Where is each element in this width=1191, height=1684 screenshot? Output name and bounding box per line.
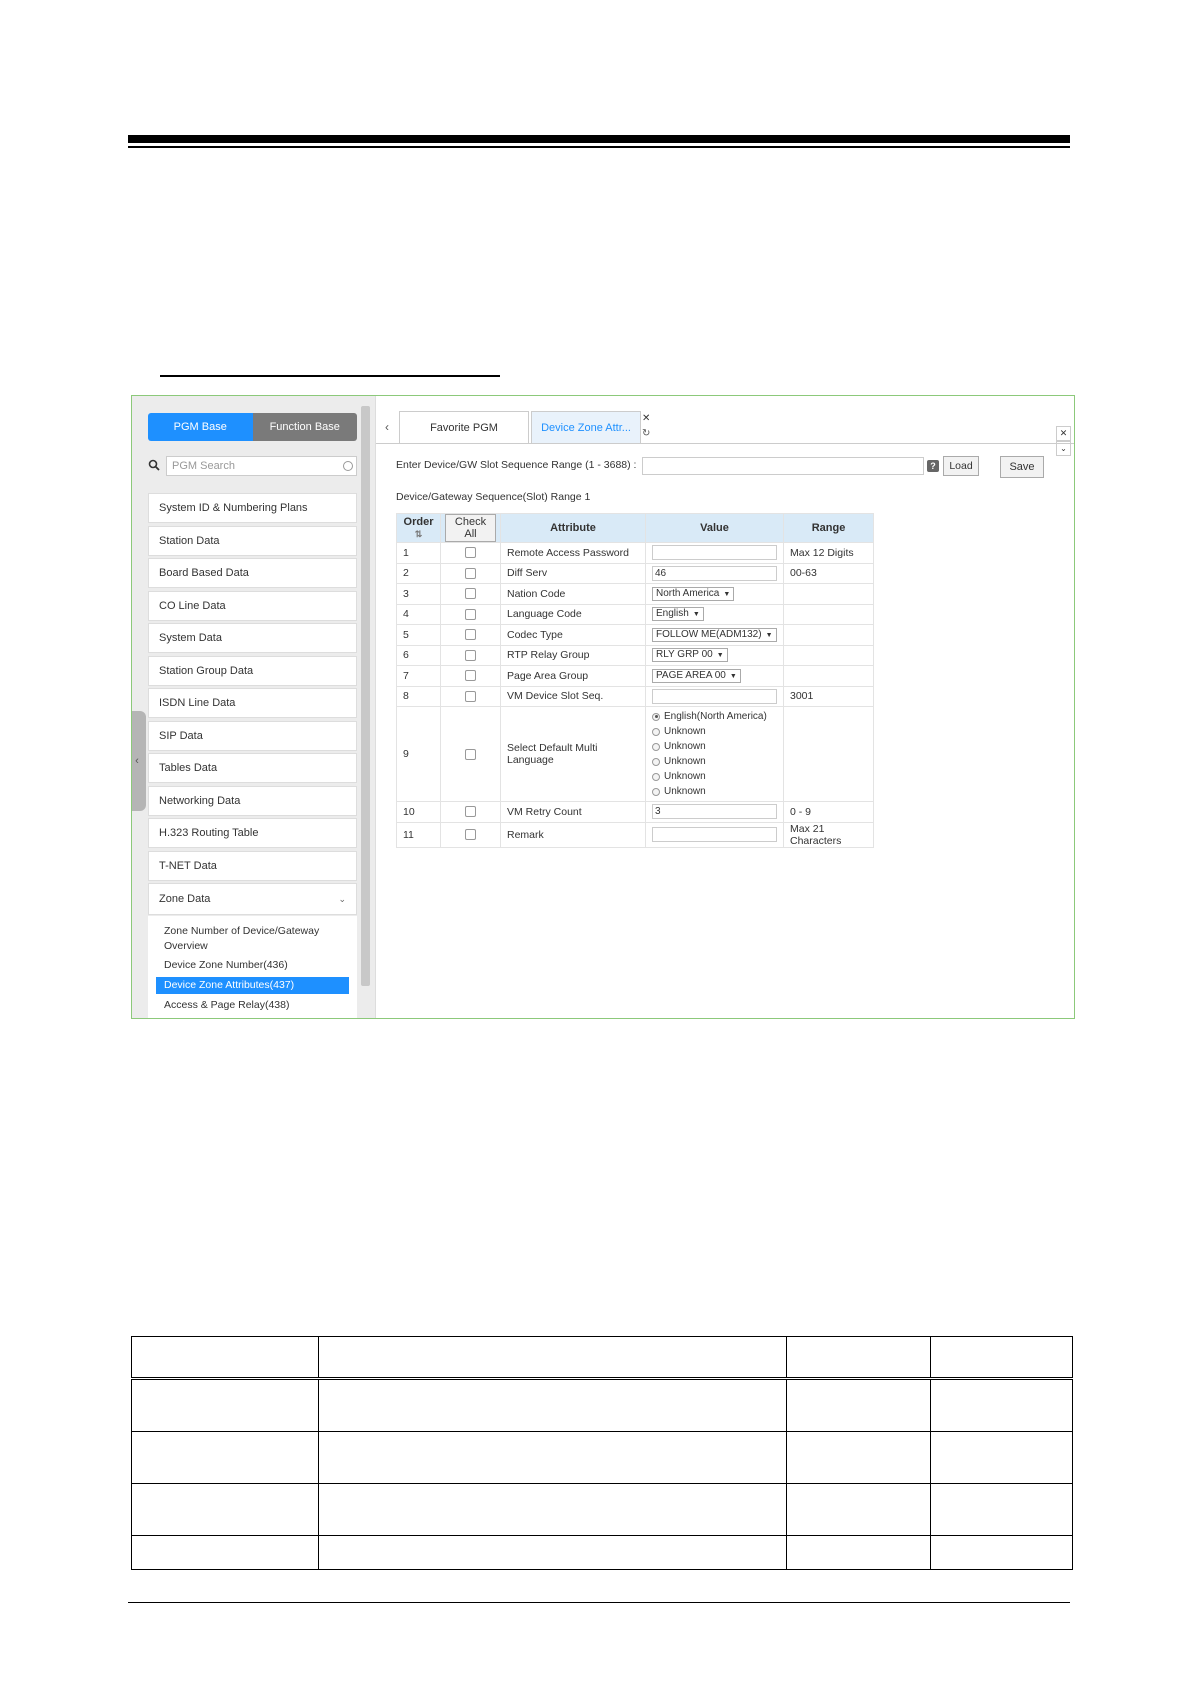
menu-item-label: ISDN Line Data <box>159 697 236 709</box>
radio-icon[interactable] <box>652 743 660 751</box>
dropdown-arrow-icon: ▼ <box>729 672 737 680</box>
radio-icon[interactable] <box>652 788 660 796</box>
submenu-item-access-page-relay[interactable]: Access & Page Relay(438) <box>164 998 290 1011</box>
radio-icon[interactable] <box>652 758 660 766</box>
range-cell <box>784 666 874 687</box>
function-base-tab[interactable]: Function Base <box>253 413 358 441</box>
select-value: English <box>656 608 689 620</box>
menu-item-h323-routing-table[interactable] <box>148 818 357 848</box>
load-button[interactable]: Load <box>943 456 979 476</box>
doc-cell <box>931 1337 1073 1379</box>
search-clear-icon[interactable] <box>343 461 353 471</box>
submenu-item-device-zone-number[interactable]: Device Zone Number(436) <box>164 958 288 971</box>
check-all-header <box>441 514 501 543</box>
search-icon <box>148 459 160 471</box>
range-cell <box>784 645 874 666</box>
submenu-label-line1: Zone Number of Device/Gateway <box>164 924 320 937</box>
menu-item-label: System ID & Numbering Plans <box>159 502 308 514</box>
row-check-cell <box>441 584 501 605</box>
sequence-range-label: Device/Gateway Sequence(Slot) Range 1 <box>396 491 591 503</box>
menu-item-label: Station Data <box>159 534 220 547</box>
row-check-cell <box>441 645 501 666</box>
menu-item-label: SIP Data <box>159 729 203 742</box>
left-panel <box>132 396 375 1018</box>
row-check-cell <box>441 802 501 823</box>
attribute-table <box>396 513 874 848</box>
value-input[interactable] <box>652 827 777 842</box>
section-title-underline <box>160 375 500 377</box>
row-check-cell <box>441 822 501 847</box>
attribute-cell: Remark <box>501 822 646 847</box>
pgm-menu <box>148 493 357 1019</box>
radio-option[interactable] <box>652 769 777 784</box>
doc-cell <box>132 1337 319 1379</box>
order-cell: 3 <box>397 584 441 605</box>
range-cell <box>784 584 874 605</box>
doc-cell <box>319 1379 787 1432</box>
order-cell: 6 <box>397 645 441 666</box>
menu-item-label: Board Based Data <box>159 567 249 579</box>
pgm-base-tab[interactable]: PGM Base <box>148 413 253 441</box>
pgm-search-input[interactable]: PGM Search <box>166 456 357 476</box>
radio-icon[interactable] <box>652 728 660 736</box>
table-row <box>397 543 874 564</box>
menu-item-label: System Data <box>159 632 222 644</box>
doc-cell <box>319 1484 787 1536</box>
attribute-cell: Page Area Group <box>501 666 646 687</box>
attribute-cell: Nation Code <box>501 584 646 605</box>
order-header-label: Order <box>403 516 434 528</box>
attribute-cell: Select Default Multi Language <box>501 707 646 802</box>
dropdown-arrow-icon: ▼ <box>765 631 773 639</box>
menu-item-co-line-data[interactable] <box>148 591 357 621</box>
menu-item-sip-data[interactable] <box>148 721 357 751</box>
menu-item-system-data[interactable] <box>148 623 357 653</box>
doc-cell <box>931 1379 1073 1432</box>
radio-label: Unknown <box>664 771 706 782</box>
menu-item-board-based-data[interactable] <box>148 558 357 588</box>
rtp-relay-group-select[interactable] <box>652 648 728 662</box>
range-cell: Max 12 Digits <box>784 543 874 564</box>
doc-table-row <box>132 1536 1073 1570</box>
menu-item-system-id[interactable] <box>148 493 357 523</box>
order-cell: 8 <box>397 686 441 707</box>
doc-cell <box>787 1379 931 1432</box>
menu-item-label: Networking Data <box>159 794 241 807</box>
value-cell <box>646 543 784 564</box>
table-row <box>397 822 874 847</box>
doc-cell <box>787 1484 931 1536</box>
menu-item-zone-data[interactable] <box>148 883 357 915</box>
row-check-cell <box>441 563 501 584</box>
order-cell: 9 <box>397 707 441 802</box>
value-header: Value <box>646 514 784 543</box>
row-check-cell <box>441 707 501 802</box>
range-cell <box>784 707 874 802</box>
select-value: RLY GRP 00 <box>656 649 713 661</box>
header-rule-thick <box>128 135 1070 143</box>
attribute-cell: Diff Serv <box>501 563 646 584</box>
dropdown-arrow-icon: ▼ <box>723 590 731 598</box>
value-input[interactable] <box>652 545 777 560</box>
radio-option[interactable] <box>652 754 777 769</box>
row-check-cell <box>441 686 501 707</box>
table-row <box>397 584 874 605</box>
menu-item-label: CO Line Data <box>159 599 226 612</box>
footer-rule <box>128 1602 1070 1603</box>
row-checkbox[interactable] <box>465 670 476 681</box>
radio-label: Unknown <box>664 741 706 752</box>
attribute-cell: Language Code <box>501 604 646 625</box>
doc-cell <box>132 1379 319 1432</box>
attribute-cell: VM Device Slot Seq. <box>501 686 646 707</box>
doc-cell <box>787 1432 931 1484</box>
help-icon[interactable]: ? <box>927 460 939 472</box>
range-label: Enter Device/GW Slot Sequence Range (1 - 3688) : <box>396 459 637 471</box>
value-cell <box>646 822 784 847</box>
value-cell <box>646 645 784 666</box>
doc-cell <box>787 1337 931 1379</box>
doc-table-row <box>132 1484 1073 1536</box>
attribute-header: Attribute <box>501 514 646 543</box>
value-cell <box>646 604 784 625</box>
row-check-cell <box>441 666 501 687</box>
radio-label: Unknown <box>664 726 706 737</box>
menu-item-station-data[interactable] <box>148 526 357 556</box>
screenshot-frame <box>131 395 1075 1019</box>
value-cell <box>646 625 784 646</box>
document-table <box>131 1336 1073 1570</box>
tab-bar <box>376 411 1074 453</box>
doc-cell <box>319 1432 787 1484</box>
select-value: FOLLOW ME(ADM132) <box>656 628 762 640</box>
value-cell <box>646 666 784 687</box>
dropdown-arrow-icon: ▼ <box>692 611 700 619</box>
attribute-cell: VM Retry Count <box>501 802 646 823</box>
submenu-item-device-zone-attributes[interactable]: Device Zone Attributes(437) <box>156 977 349 994</box>
tab-device-zone-attributes[interactable]: Device Zone Attr... <box>531 411 641 443</box>
menu-item-isdn-line-data[interactable] <box>148 688 357 718</box>
close-icon[interactable]: ✕ <box>1056 426 1071 441</box>
row-checkbox[interactable] <box>465 629 476 640</box>
save-button[interactable]: Save <box>1000 456 1044 478</box>
doc-cell <box>132 1432 319 1484</box>
menu-item-label: Station Group Data <box>159 664 254 677</box>
chevron-down-icon: ⌄ <box>338 893 346 904</box>
table-row <box>397 625 874 646</box>
radio-option[interactable] <box>652 784 777 799</box>
order-cell: 4 <box>397 604 441 625</box>
menu-item-tables-data[interactable] <box>148 753 357 783</box>
range-cell <box>784 625 874 646</box>
right-panel <box>375 396 1074 1018</box>
codec-type-select[interactable] <box>652 628 777 642</box>
table-row <box>397 707 874 802</box>
multi-language-radio-group <box>652 707 777 801</box>
range-cell <box>784 604 874 625</box>
chevron-down-icon[interactable]: ⌄ <box>1056 441 1071 456</box>
table-header-row <box>397 514 874 543</box>
refresh-icon[interactable]: ↻ <box>642 428 651 439</box>
check-all-button[interactable]: Check All <box>445 514 496 542</box>
dropdown-arrow-icon: ▼ <box>716 652 724 660</box>
order-cell: 11 <box>397 822 441 847</box>
radio-option[interactable] <box>652 709 777 724</box>
range-cell: 00-63 <box>784 563 874 584</box>
language-code-select[interactable] <box>652 607 704 621</box>
table-row <box>397 645 874 666</box>
order-header[interactable] <box>397 514 441 543</box>
nation-code-select[interactable] <box>652 587 734 601</box>
row-check-cell <box>441 625 501 646</box>
sort-icon[interactable]: ⇅ <box>414 529 423 539</box>
range-cell: 3001 <box>784 686 874 707</box>
doc-cell <box>931 1484 1073 1536</box>
range-cell: Max 21 Characters <box>784 822 874 847</box>
panel-collapse-handle[interactable] <box>131 711 146 811</box>
select-value: North America <box>656 587 720 599</box>
radio-label: Unknown <box>664 756 706 767</box>
pgm-tab-switch <box>148 413 357 441</box>
attribute-cell: Remote Access Password <box>501 543 646 564</box>
pgm-search-row <box>148 456 357 478</box>
doc-cell <box>319 1536 787 1570</box>
menu-item-label: T-NET Data <box>159 859 217 872</box>
table-row <box>397 563 874 584</box>
row-checkbox[interactable] <box>465 547 476 558</box>
close-icon[interactable]: ✕ <box>642 413 651 424</box>
radio-selected-icon[interactable] <box>652 713 660 721</box>
doc-cell <box>132 1536 319 1570</box>
table-row <box>397 686 874 707</box>
order-cell: 5 <box>397 625 441 646</box>
header-rule-thin <box>128 146 1070 148</box>
doc-table-header-row <box>132 1337 1073 1379</box>
submenu-label-line2: Overview <box>164 939 208 952</box>
doc-table-row <box>132 1432 1073 1484</box>
slot-range-input[interactable] <box>642 457 924 475</box>
radio-label: English(North America) <box>664 711 767 722</box>
order-cell: 10 <box>397 802 441 823</box>
select-value: PAGE AREA 00 <box>656 669 726 681</box>
value-cell <box>646 584 784 605</box>
row-checkbox[interactable] <box>465 691 476 702</box>
row-checkbox[interactable] <box>465 588 476 599</box>
row-checkbox[interactable] <box>465 650 476 661</box>
value-cell <box>646 563 784 584</box>
row-check-cell <box>441 604 501 625</box>
radio-option[interactable] <box>652 724 777 739</box>
value-cell <box>646 707 784 802</box>
zone-data-submenu <box>148 916 357 1019</box>
table-row <box>397 604 874 625</box>
menu-item-networking-data[interactable] <box>148 786 357 816</box>
value-input[interactable]: 3 <box>652 804 777 819</box>
value-cell <box>646 686 784 707</box>
value-input[interactable] <box>652 689 777 704</box>
row-checkbox[interactable] <box>465 609 476 620</box>
doc-cell <box>787 1536 931 1570</box>
order-cell: 1 <box>397 543 441 564</box>
radio-icon[interactable] <box>652 773 660 781</box>
range-header: Range <box>784 514 874 543</box>
menu-item-label: H.323 Routing Table <box>159 827 259 839</box>
page-area-group-select[interactable] <box>652 669 741 683</box>
chevron-left-icon: ‹ <box>135 755 139 767</box>
doc-table-row <box>132 1379 1073 1432</box>
table-row <box>397 802 874 823</box>
doc-cell <box>931 1536 1073 1570</box>
radio-label: Unknown <box>664 786 706 797</box>
row-checkbox[interactable] <box>465 568 476 579</box>
attribute-cell: Codec Type <box>501 625 646 646</box>
menu-item-tnet-data[interactable] <box>148 851 357 881</box>
attribute-cell: RTP Relay Group <box>501 645 646 666</box>
row-checkbox[interactable] <box>465 806 476 817</box>
doc-cell <box>319 1337 787 1379</box>
order-cell: 2 <box>397 563 441 584</box>
value-cell <box>646 802 784 823</box>
radio-option[interactable] <box>652 739 777 754</box>
row-checkbox[interactable] <box>465 829 476 840</box>
row-check-cell <box>441 543 501 564</box>
doc-cell <box>931 1432 1073 1484</box>
chevron-left-icon[interactable]: ‹ <box>385 420 389 434</box>
range-cell: 0 - 9 <box>784 802 874 823</box>
value-input[interactable]: 46 <box>652 566 777 581</box>
submenu-item-zone-overview[interactable] <box>148 922 357 956</box>
order-cell: 7 <box>397 666 441 687</box>
left-panel-scrollbar[interactable] <box>361 406 370 986</box>
table-row <box>397 666 874 687</box>
menu-item-label: Zone Data <box>159 893 211 905</box>
doc-cell <box>132 1484 319 1536</box>
menu-item-station-group-data[interactable] <box>148 656 357 686</box>
menu-item-label: Tables Data <box>159 762 218 774</box>
row-checkbox[interactable] <box>465 749 476 760</box>
tab-favorite-pgm[interactable]: Favorite PGM <box>399 411 529 443</box>
